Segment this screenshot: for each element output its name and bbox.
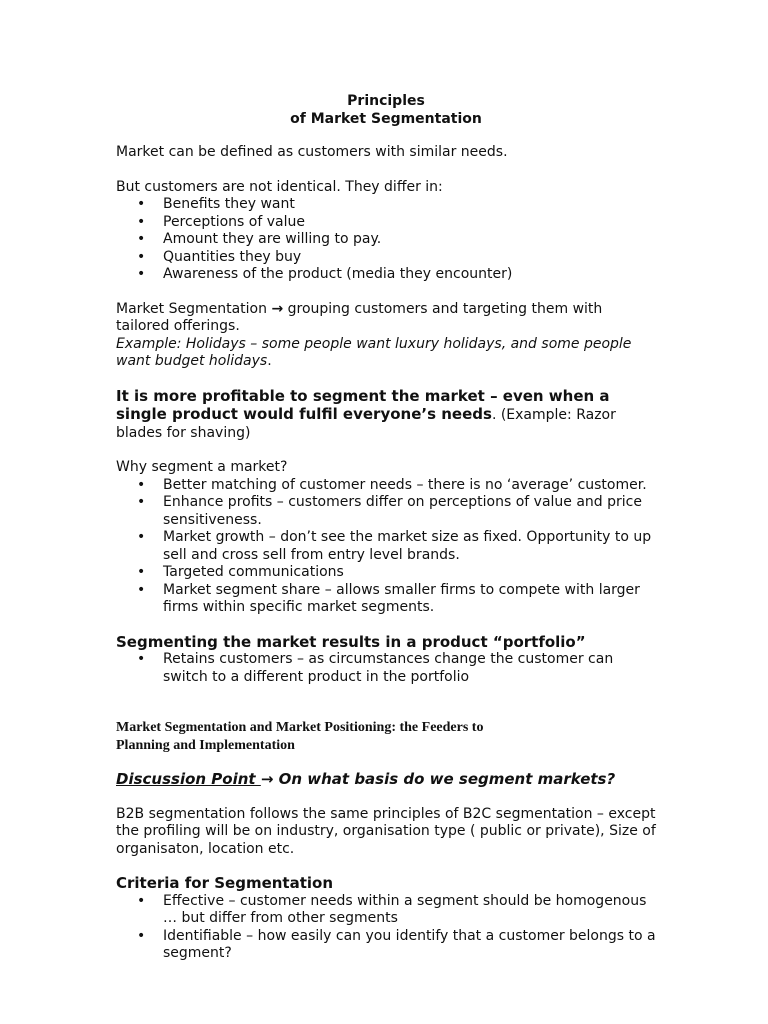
- why-segment-list: [116, 477, 656, 617]
- list-item: • Enhance profits – customers differ on perceptions of value and price sensitiveness.: [163, 494, 656, 529]
- why-segment-heading: Why segment a market?: [116, 459, 288, 475]
- criteria-heading: Criteria for Segmentation: [116, 874, 334, 892]
- profitable-bold-text: It is more profitable to segment the market – even when a single product would fulfil everyone’s needs: [116, 386, 610, 423]
- differ-intro: But customers are not identical. They differ in:: [116, 178, 443, 195]
- list-item: • Better matching of customer needs – there is no ‘average’ customer.: [163, 477, 656, 495]
- list-item: • Targeted communications: [163, 564, 656, 582]
- right-arrow-icon: →: [271, 300, 284, 317]
- holiday-example-text: Example: Holidays – some people want luxury holidays, and some people want budget holidays: [116, 335, 632, 369]
- holiday-example-end: .: [267, 353, 272, 369]
- segmentation-definition: [116, 301, 656, 336]
- title-line-1: Principles: [347, 93, 425, 109]
- portfolio-list: [116, 651, 656, 686]
- document-body: [116, 93, 656, 963]
- market-definition: Market can be defined as customers with similar needs.: [116, 144, 508, 160]
- discussion-label: Discussion Point: [116, 770, 261, 788]
- segmentation-term: Market Segmentation: [116, 300, 267, 317]
- list-item: • Identifiable – how easily can you identify that a customer belongs to a segment?: [163, 928, 656, 963]
- list-item: • Amount they are willing to pay.: [163, 231, 656, 249]
- differ-list: [116, 196, 656, 284]
- right-arrow-icon: →: [260, 770, 274, 788]
- discussion-point: [116, 771, 656, 789]
- feeders-heading: Market Segmentation and Market Positioning: the Feeders to Planning and Implementation: [116, 720, 484, 753]
- profitable-statement: [116, 388, 656, 443]
- b2b-paragraph: B2B segmentation follows the same principles of B2C segmentation – except the profiling will be on industry, organisation type ( public or private), Size of organisaton, location etc.: [116, 805, 656, 857]
- title-line-2: of Market Segmentation: [290, 110, 482, 127]
- list-item: • Perceptions of value: [163, 214, 656, 232]
- criteria-list: [116, 893, 656, 963]
- profitable-example-text: . (Example: Razor blades for shaving): [116, 407, 616, 441]
- list-item: • Awareness of the product (media they encounter): [163, 266, 656, 284]
- list-item: • Quantities they buy: [163, 249, 656, 267]
- list-item: • Effective – customer needs within a segment should be homogenous … but differ from other segments: [163, 893, 656, 928]
- portfolio-heading: Segmenting the market results in a product “portfolio”: [116, 632, 586, 651]
- discussion-question: On what basis do we segment markets?: [273, 770, 616, 788]
- holiday-example: [116, 336, 656, 371]
- segmentation-definition-text: grouping customers and targeting them with tailored offerings.: [116, 300, 603, 334]
- list-item: • Retains customers – as circumstances change the customer can switch to a different product in the portfolio: [163, 651, 656, 686]
- list-item: • Benefits they want: [163, 196, 656, 214]
- list-item: • Market growth – don’t see the market size as fixed. Opportunity to up sell and cross sell from entry level brands.: [163, 529, 656, 564]
- list-item: • Market segment share – allows smaller firms to compete with larger firms within specific market segments.: [163, 582, 656, 617]
